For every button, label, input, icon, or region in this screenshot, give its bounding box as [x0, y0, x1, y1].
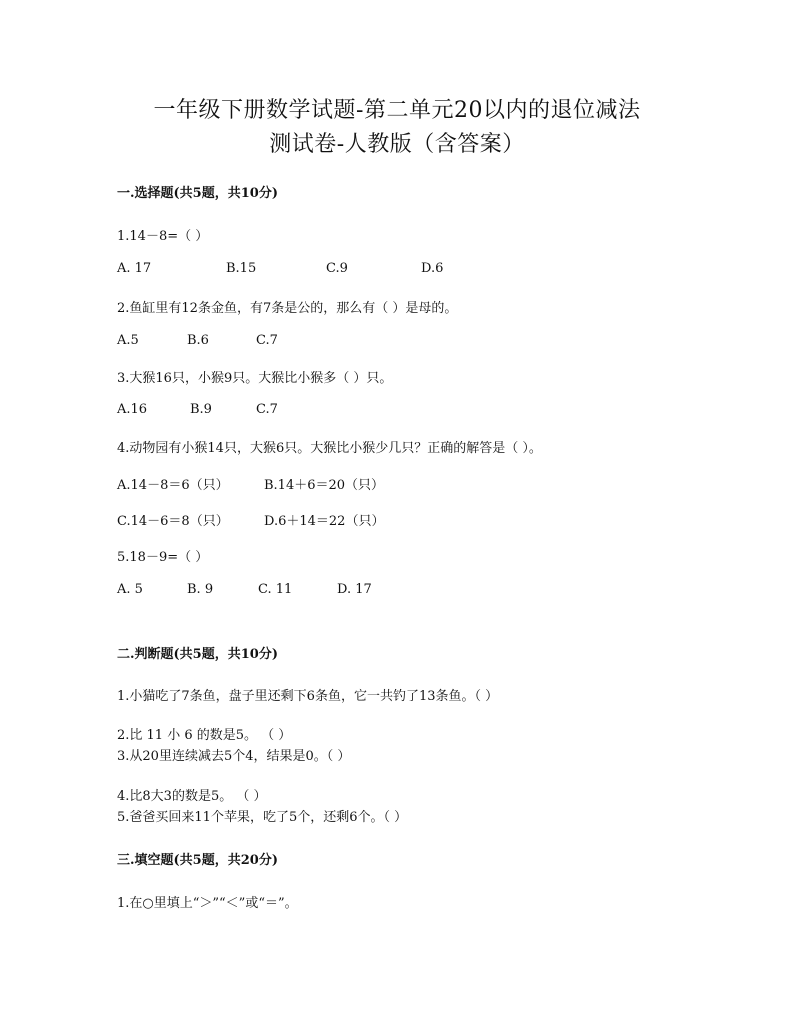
judgment-item-1: 1.小猫吃了7条鱼，盘子里还剩下6条鱼，它一共钓了13条鱼。（ ）: [117, 689, 499, 704]
judgment-item-2: 2.比 11 小 6 的数是5。 （ ）: [117, 728, 292, 743]
q5-option-c: C. 11: [258, 582, 293, 597]
q4-option-c: C.14－6＝8（只）: [117, 514, 229, 529]
q3-option-c: C.7: [256, 402, 278, 417]
q5-option-a: A. 5: [117, 582, 143, 597]
title-line-2: 测试卷-人教版（含答案）: [269, 132, 525, 157]
q5-option-d: D. 17: [337, 582, 372, 597]
q1-option-d: D.6: [421, 261, 444, 276]
title-line-1: 一年级下册数学试题-第二单元20以内的退位减法: [153, 98, 641, 123]
section-heading-fill-blank: 三.填空题(共5题，共20分): [117, 853, 278, 868]
q1-option-c: C.9: [326, 261, 348, 276]
q1-option-b: B.15: [226, 261, 257, 276]
judgment-item-3: 3.从20里连续减去5个4，结果是0。（ ）: [117, 749, 351, 764]
q4-option-d: D.6＋14＝22（只）: [264, 514, 385, 529]
q5-option-b: B. 9: [187, 582, 214, 597]
section-heading-multiple-choice: 一.选择题(共5题，共10分): [117, 186, 278, 201]
question-1: 1.14－8=（ ）: [117, 229, 209, 244]
q2-option-b: B.6: [187, 333, 209, 348]
fill-item-1: 1.在○里填上“＞”“＜”或“＝”。: [117, 896, 298, 911]
question-2: 2.鱼缸里有12条金鱼，有7条是公的，那么有（ ）是母的。: [117, 301, 458, 316]
q4-option-b: B.14＋6＝20（只）: [264, 478, 385, 493]
q1-option-a: A. 17: [117, 261, 152, 276]
q3-option-a: A.16: [117, 402, 148, 417]
question-3: 3.大猴16只，小猴9只。大猴比小猴多（ ）只。: [117, 371, 393, 386]
judgment-item-4: 4.比8大3的数是5。 （ ）: [117, 789, 267, 804]
section-heading-true-false: 二.判断题(共5题，共10分): [117, 647, 278, 662]
judgment-item-5: 5.爸爸买回来11个苹果，吃了5个，还剩6个。（ ）: [117, 810, 408, 825]
q4-option-a: A.14－8＝6（只）: [117, 478, 229, 493]
q2-option-c: C.7: [256, 333, 278, 348]
question-5: 5.18－9=（ ）: [117, 550, 209, 565]
question-4: 4.动物园有小猴14只，大猴6只。大猴比小猴少几只？正确的解答是（ ）。: [117, 441, 542, 456]
q2-option-a: A.5: [117, 333, 139, 348]
q3-option-b: B.9: [190, 402, 212, 417]
